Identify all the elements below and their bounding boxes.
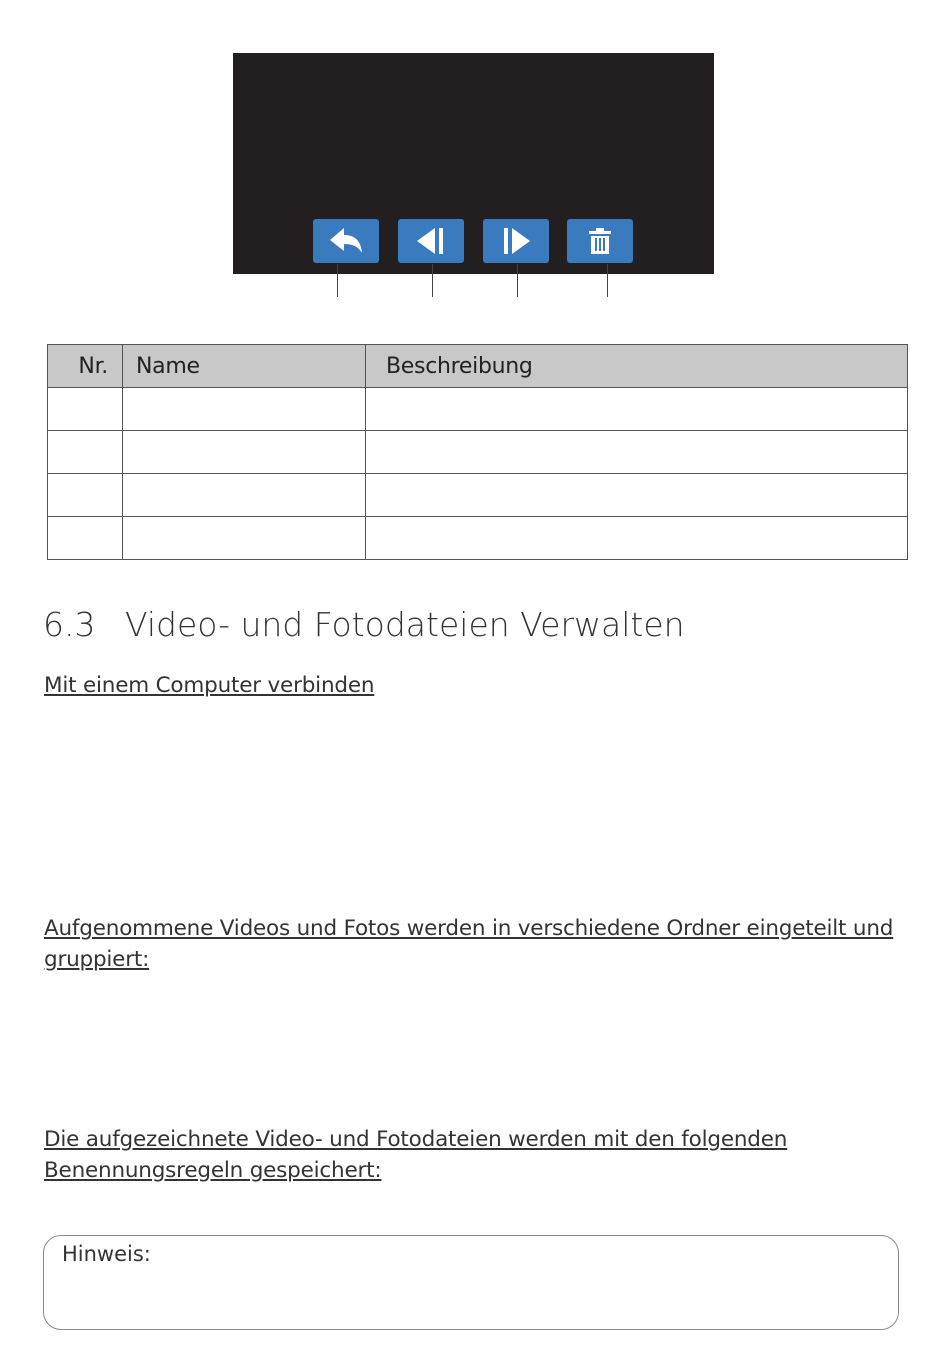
cell-nr bbox=[48, 474, 123, 517]
cell-nr bbox=[48, 388, 123, 431]
callout-line bbox=[517, 264, 518, 297]
previous-button[interactable] bbox=[398, 219, 464, 263]
header-nr: Nr. bbox=[48, 345, 123, 388]
back-button[interactable] bbox=[313, 219, 379, 263]
subheading-connect: Mit einem Computer verbinden bbox=[44, 673, 375, 698]
trash-icon bbox=[585, 226, 615, 256]
cell-description bbox=[366, 517, 908, 560]
cell-description bbox=[366, 431, 908, 474]
cell-nr bbox=[48, 517, 123, 560]
device-screen bbox=[233, 53, 714, 274]
section-number: 6.3 bbox=[43, 605, 96, 644]
table-header-row bbox=[48, 345, 908, 388]
cell-nr bbox=[48, 431, 123, 474]
callout-line bbox=[607, 264, 608, 297]
cell-name bbox=[123, 474, 366, 517]
section-title: Video- und Fotodateien Verwalten bbox=[125, 605, 685, 644]
callout-line bbox=[337, 264, 338, 297]
subheading-naming: Die aufgezeichnete Video- und Fotodateien werden mit den folgenden Benennungsregeln gespeichert: bbox=[44, 1127, 788, 1183]
subheading-folders: Aufgenommene Videos und Fotos werden in verschiedene Ordner eingeteilt und gruppiert: bbox=[44, 916, 894, 972]
previous-icon bbox=[413, 226, 449, 256]
callout-line bbox=[432, 264, 433, 297]
delete-button[interactable] bbox=[567, 219, 633, 263]
table-row bbox=[48, 431, 908, 474]
table-row bbox=[48, 388, 908, 431]
cell-name bbox=[123, 517, 366, 560]
header-description: Beschreibung bbox=[366, 345, 908, 388]
note-label: Hinweis: bbox=[62, 1242, 151, 1266]
next-button[interactable] bbox=[483, 219, 549, 263]
cell-description bbox=[366, 474, 908, 517]
note-box bbox=[43, 1235, 899, 1330]
cell-name bbox=[123, 431, 366, 474]
cell-name bbox=[123, 388, 366, 431]
button-legend-table bbox=[47, 344, 908, 560]
cell-description bbox=[366, 388, 908, 431]
back-arrow-icon bbox=[328, 226, 364, 256]
next-icon bbox=[498, 226, 534, 256]
table-row bbox=[48, 517, 908, 560]
table-row bbox=[48, 474, 908, 517]
header-name: Name bbox=[123, 345, 366, 388]
section-heading bbox=[43, 605, 685, 644]
